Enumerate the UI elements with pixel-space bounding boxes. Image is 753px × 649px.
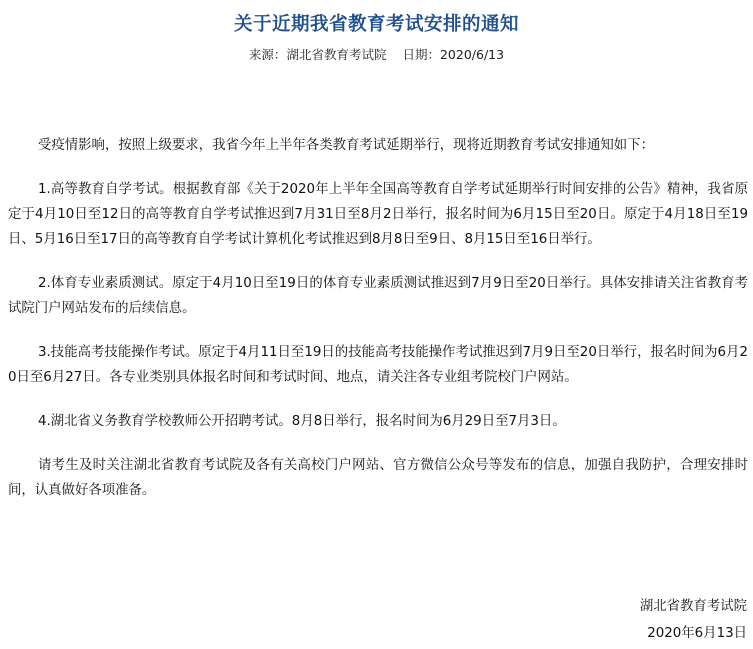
article-body bbox=[8, 133, 748, 522]
item-skills-exam: 3.技能高考技能操作考试。原定于4月11日至19日的技能高考技能操作考试推迟到7月9日至20日举行，报名时间为6月20日至6月27日。各专业类别具体报名时间和考试时间、地点，请关注各专业组考院校门户网站。 bbox=[8, 345, 748, 385]
signature-organization: 湖北省教育考试院 bbox=[639, 599, 747, 614]
item-self-study-exam: 1.高等教育自学考试。根据教育部《关于2020年上半年全国高等教育自学考试延期举行时间安排的公告》精神，我省原定于4月10日至12日的高等教育自学考试推迟到7月31日至8月2日举行，报名时间为6月15日至20日。原定于4月18日至19日、5月16日至17日的高等教育自学考试计算机化考试推迟到8月8日至9日、8月15日至16日举行。 bbox=[8, 182, 748, 247]
source-label: 来源： bbox=[248, 47, 287, 62]
page-title: 关于近期我省教育考试安排的通知 bbox=[233, 14, 519, 35]
intro-paragraph: 受疫情影响，按照上级要求，我省今年上半年各类教育考试延期举行，现将近期教育考试安排通知如下： bbox=[38, 138, 654, 153]
date-label: 日期： bbox=[402, 47, 440, 62]
date-value: 2020/6/13 bbox=[439, 47, 505, 62]
closing-paragraph: 请考生及时关注湖北省教育考试院及各有关高校门户网站、官方微信公众号等发布的信息，加强自我防护，合理安排时间，认真做好各项准备。 bbox=[8, 458, 748, 498]
item-sports-test: 2.体育专业素质测试。原定于4月10日至19日的体育专业素质测试推迟到7月9日至20日举行。具体安排请关注省教育考试院门户网站发布的后续信息。 bbox=[8, 276, 748, 316]
signature-date: 2020年6月13日 bbox=[647, 626, 747, 641]
article-meta bbox=[0, 45, 753, 65]
source-value: 湖北省教育考试院 bbox=[286, 47, 387, 62]
item-teacher-recruitment: 4.湖北省义务教育学校教师公开招聘考试。8月8日举行，报名时间为6月29日至7月3日。 bbox=[38, 414, 566, 429]
